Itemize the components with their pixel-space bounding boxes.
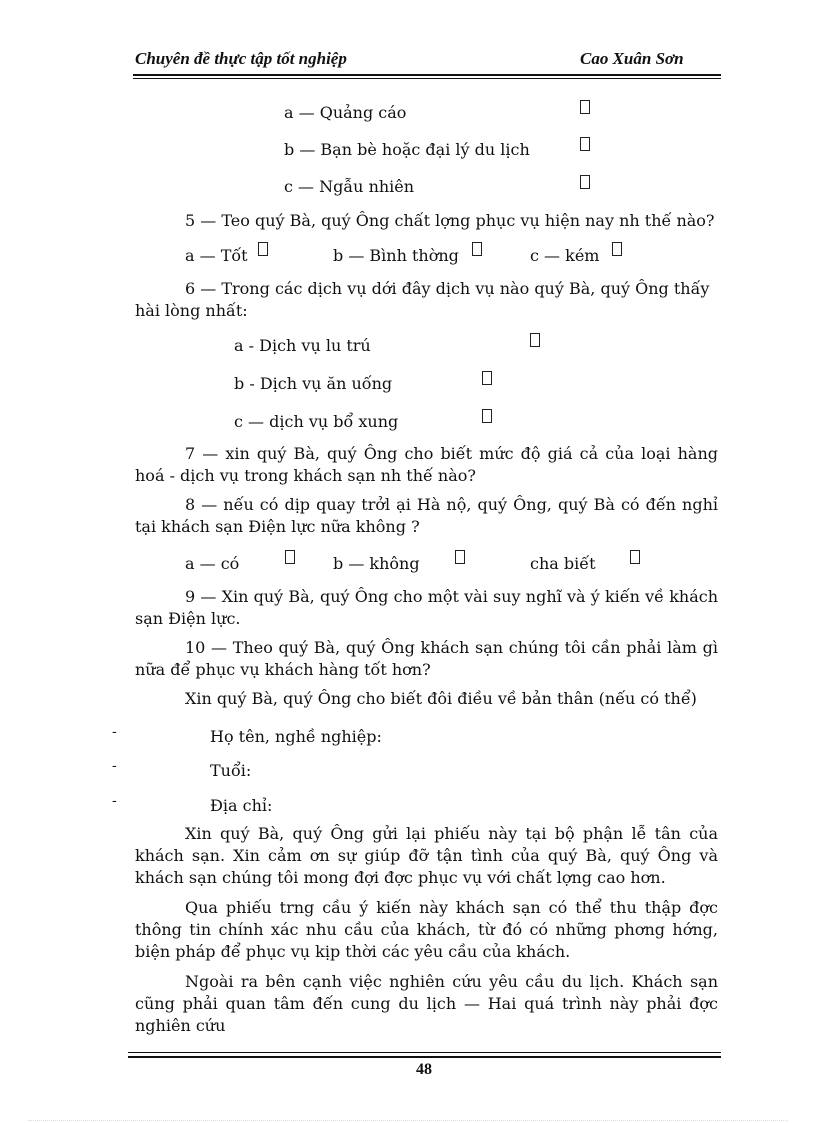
header-title: Chuyên đề thực tập tốt nghiệp	[135, 49, 347, 68]
q6-line2: hài lòng nhất:	[135, 301, 248, 320]
q8-option-c: cha biết	[530, 554, 596, 573]
q5-option-c: c — kém	[530, 246, 600, 265]
header-rule	[133, 74, 721, 76]
checkbox-q5-a[interactable]	[258, 242, 268, 256]
checkbox-q4-b[interactable]	[580, 137, 590, 151]
q8-option-b: b — không	[333, 554, 420, 573]
checkbox-q4-c[interactable]	[580, 175, 590, 189]
field-name-occupation: Họ tên, nghề nghiệp:	[210, 727, 382, 746]
q9-paragraph	[135, 586, 718, 630]
q5-option-b: b — Bình thờng	[333, 246, 459, 265]
closing-paragraph-2	[135, 897, 718, 963]
closing-paragraph-3	[135, 971, 718, 1037]
bullet-age: -	[112, 758, 117, 774]
page-number: 48	[416, 1061, 432, 1078]
field-address: Địa chỉ:	[210, 796, 273, 815]
checkbox-q8-b[interactable]	[455, 550, 465, 564]
header-author: Cao Xuân Sơn	[580, 49, 684, 68]
q4-option-b: b — Bạn bè hoặc đại lý du lịch	[284, 140, 530, 159]
q10-paragraph	[135, 637, 718, 681]
q6-option-b: b - Dịch vụ ăn uống	[234, 374, 393, 393]
field-age: Tuổi:	[210, 761, 252, 780]
checkbox-q5-c[interactable]	[612, 242, 622, 256]
q4-option-c: c — Ngẫu nhiên	[284, 177, 415, 196]
q5-option-a: a — Tốt	[185, 246, 248, 265]
q6-line1: 6 — Trong các dịch vụ dới đây dịch vụ nào quý Bà, quý Ông thấy	[185, 279, 710, 298]
closing-text-2: Qua phiếu trng cầu ý kiến này khách sạn có thể thu thập đợc thông tin chính xác nhu cầu của khách, từ đó có những phơng hớng, biện pháp để phục vụ kịp thời các yêu cầu của khách.	[135, 898, 718, 961]
bullet-address: -	[112, 793, 117, 809]
q4-option-a: a — Quảng cáo	[284, 103, 407, 122]
bullet-name: -	[112, 724, 117, 740]
closing-text-3: Ngoài ra bên cạnh việc nghiên cứu yêu cầu du lịch. Khách sạn cũng phải quan tâm đến cung du lịch — Hai quá trình này phải đợc nghiên cứu	[135, 972, 718, 1035]
checkbox-q8-c[interactable]	[630, 550, 640, 564]
q6-option-a: a - Dịch vụ lu trú	[234, 336, 371, 355]
closing-paragraph-1	[135, 823, 718, 889]
q5-text: 5 — Teo quý Bà, quý Ông chất lợng phục vụ hiện nay nh thế nào?	[185, 211, 715, 230]
checkbox-q8-a[interactable]	[285, 550, 295, 564]
checkbox-q6-a[interactable]	[530, 333, 540, 347]
q7-text: 7 — xin quý Bà, quý Ông cho biết mức độ giá cả của loại hàng hoá - dịch vụ trong khách sạn nh thế nào?	[135, 444, 718, 485]
personal-intro: Xin quý Bà, quý Ông cho biết đôi điều về bản thân (nếu có thể)	[185, 689, 697, 708]
q8-text: 8 — nếu có dịp quay trởl ại Hà nộ, quý Ông, quý Bà có đến nghỉ tại khách sạn Điện lực nữa không ?	[135, 495, 718, 536]
q8-paragraph	[135, 494, 718, 538]
q9-text: 9 — Xin quý Bà, quý Ông cho một vài suy nghĩ và ý kiến về khách sạn Điện lực.	[135, 587, 718, 628]
q7-paragraph	[135, 443, 718, 487]
checkbox-q6-c[interactable]	[482, 409, 492, 423]
checkbox-q4-a[interactable]	[580, 100, 590, 114]
q6-option-c: c — dịch vụ bổ xung	[234, 412, 399, 431]
page-edge	[28, 1120, 788, 1121]
q10-text: 10 — Theo quý Bà, quý Ông khách sạn chúng tôi cần phải làm gì nữa để phục vụ khách hàng tốt hơn?	[135, 638, 718, 679]
header-rule-thin	[133, 78, 721, 79]
closing-text-1: Xin quý Bà, quý Ông gửi lại phiếu này tại bộ phận lễ tân của khách sạn. Xin cảm ơn sự giúp đỡ tận tình của quý Bà, quý Ông và khách sạn chúng tôi mong đợi đợc phục vụ với chất lợng cao hơn.	[135, 824, 718, 887]
checkbox-q6-b[interactable]	[482, 371, 492, 385]
footer-rule-thin	[128, 1052, 721, 1053]
q8-option-a: a — có	[185, 554, 240, 573]
checkbox-q5-b[interactable]	[472, 242, 482, 256]
footer-rule	[128, 1056, 721, 1058]
